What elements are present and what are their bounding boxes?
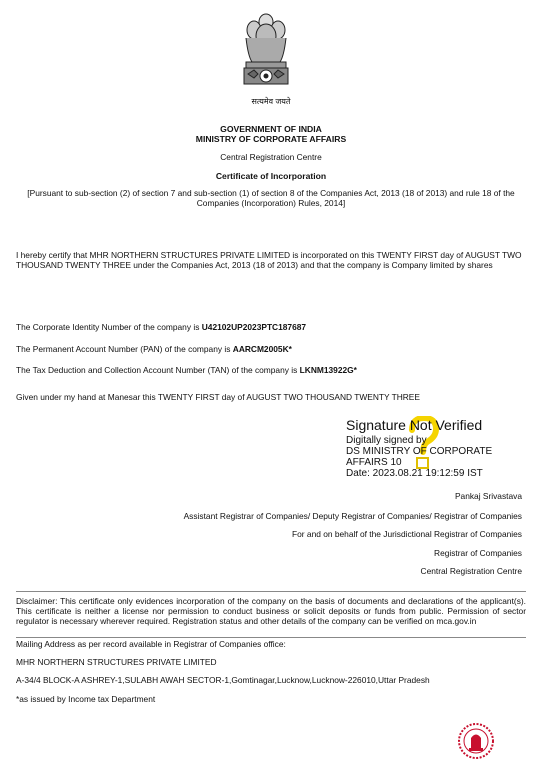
signature-details: [346, 435, 526, 479]
signature-line-signer: DS MINISTRY OF CORPORATE: [346, 446, 493, 457]
tan-value: LKNM13922G*: [299, 365, 357, 375]
header-centre: Central Registration Centre: [220, 152, 322, 162]
signature-line-date: Date: 2023.08.21 19:12:59 IST: [346, 468, 483, 479]
pursuant-clause: [Pursuant to sub-section (2) of section 7 and sub-section (1) of section 8 of the Companies Act, 2013 (18 of 2013) and rule 18 of the Companies (Incorporation) Rules, 2014]: [27, 188, 515, 208]
tan-line: [16, 365, 526, 375]
digital-signature-block: [346, 417, 526, 479]
header-line-ministry: MINISTRY OF CORPORATE AFFAIRS: [195, 134, 347, 144]
mailing-company: MHR NORTHERN STRUCTURES PRIVATE LIMITED: [16, 657, 217, 667]
registrar-centre: Central Registration Centre: [420, 566, 522, 576]
cin-line: [16, 322, 526, 332]
certificate-title: Certificate of Incorporation: [215, 171, 327, 181]
cin-label: The Corporate Identity Number of the company is: [16, 322, 202, 332]
header-government: [0, 124, 542, 144]
pan-label: The Permanent Account Number (PAN) of the company is: [16, 344, 233, 354]
registrar-designation: Assistant Registrar of Companies/ Deputy Registrar of Companies/ Registrar of Companies: [183, 511, 522, 521]
registrar-on-behalf: For and on behalf of the Jurisdictional Registrar of Companies: [292, 529, 522, 539]
emblem-motto: सत्यमेव जयते: [251, 97, 291, 106]
divider-top: [16, 591, 526, 592]
cin-value: U42102UP2023PTC187687: [201, 322, 307, 332]
signature-line-affairs: AFFAIRS 10: [346, 457, 402, 468]
certify-paragraph: I hereby certify that MHR NORTHERN STRUCTURES PRIVATE LIMITED is incorporated on this TWENTY FIRST day of AUGUST TWO THOUSAND TWENTY THREE under the Companies Act, 2013 (18 of 2013) and that the company is Company limited by shares: [16, 250, 522, 270]
footnote: *as issued by Income tax Department: [16, 694, 156, 704]
mailing-address: A-34/4 BLOCK-A ASHREY-1,SULABH AWAH SECTOR-1,Gomtinagar,Lucknow,Lucknow-226010,Uttar Pradesh: [16, 675, 430, 685]
divider-bottom: [16, 637, 526, 638]
national-emblem-icon: [236, 12, 296, 96]
mailing-label: Mailing Address as per record available in Registrar of Companies office:: [16, 639, 286, 649]
tan-label: The Tax Deduction and Collection Account Number (TAN) of the company is: [16, 365, 300, 375]
pan-line: [16, 344, 526, 354]
signature-line-signed-by: Digitally signed by: [346, 435, 427, 446]
registrar-role: Registrar of Companies: [434, 548, 522, 558]
disclaimer-text: Disclaimer: This certificate only evidences incorporation of the company on the basis of documents and declarations of the applicant(s). This certificate is neither a license nor permission to conduct business or solicit deposits or funds from public. Permission of sector regulator is necessary wherever required. Registration status and other details of the company can be verified on mca.gov.in: [16, 596, 526, 626]
header-line-government: GOVERNMENT OF INDIA: [220, 124, 322, 134]
given-under-hand: Given under my hand at Manesar this TWENTY FIRST day of AUGUST TWO THOUSAND TWENTY THREE: [16, 392, 420, 402]
registrar-name: Pankaj Srivastava: [454, 491, 522, 501]
mca-seal-icon: [457, 722, 495, 760]
signature-status: Signature Not Verified: [346, 417, 483, 433]
pan-value: AARCM2005K*: [232, 344, 292, 354]
